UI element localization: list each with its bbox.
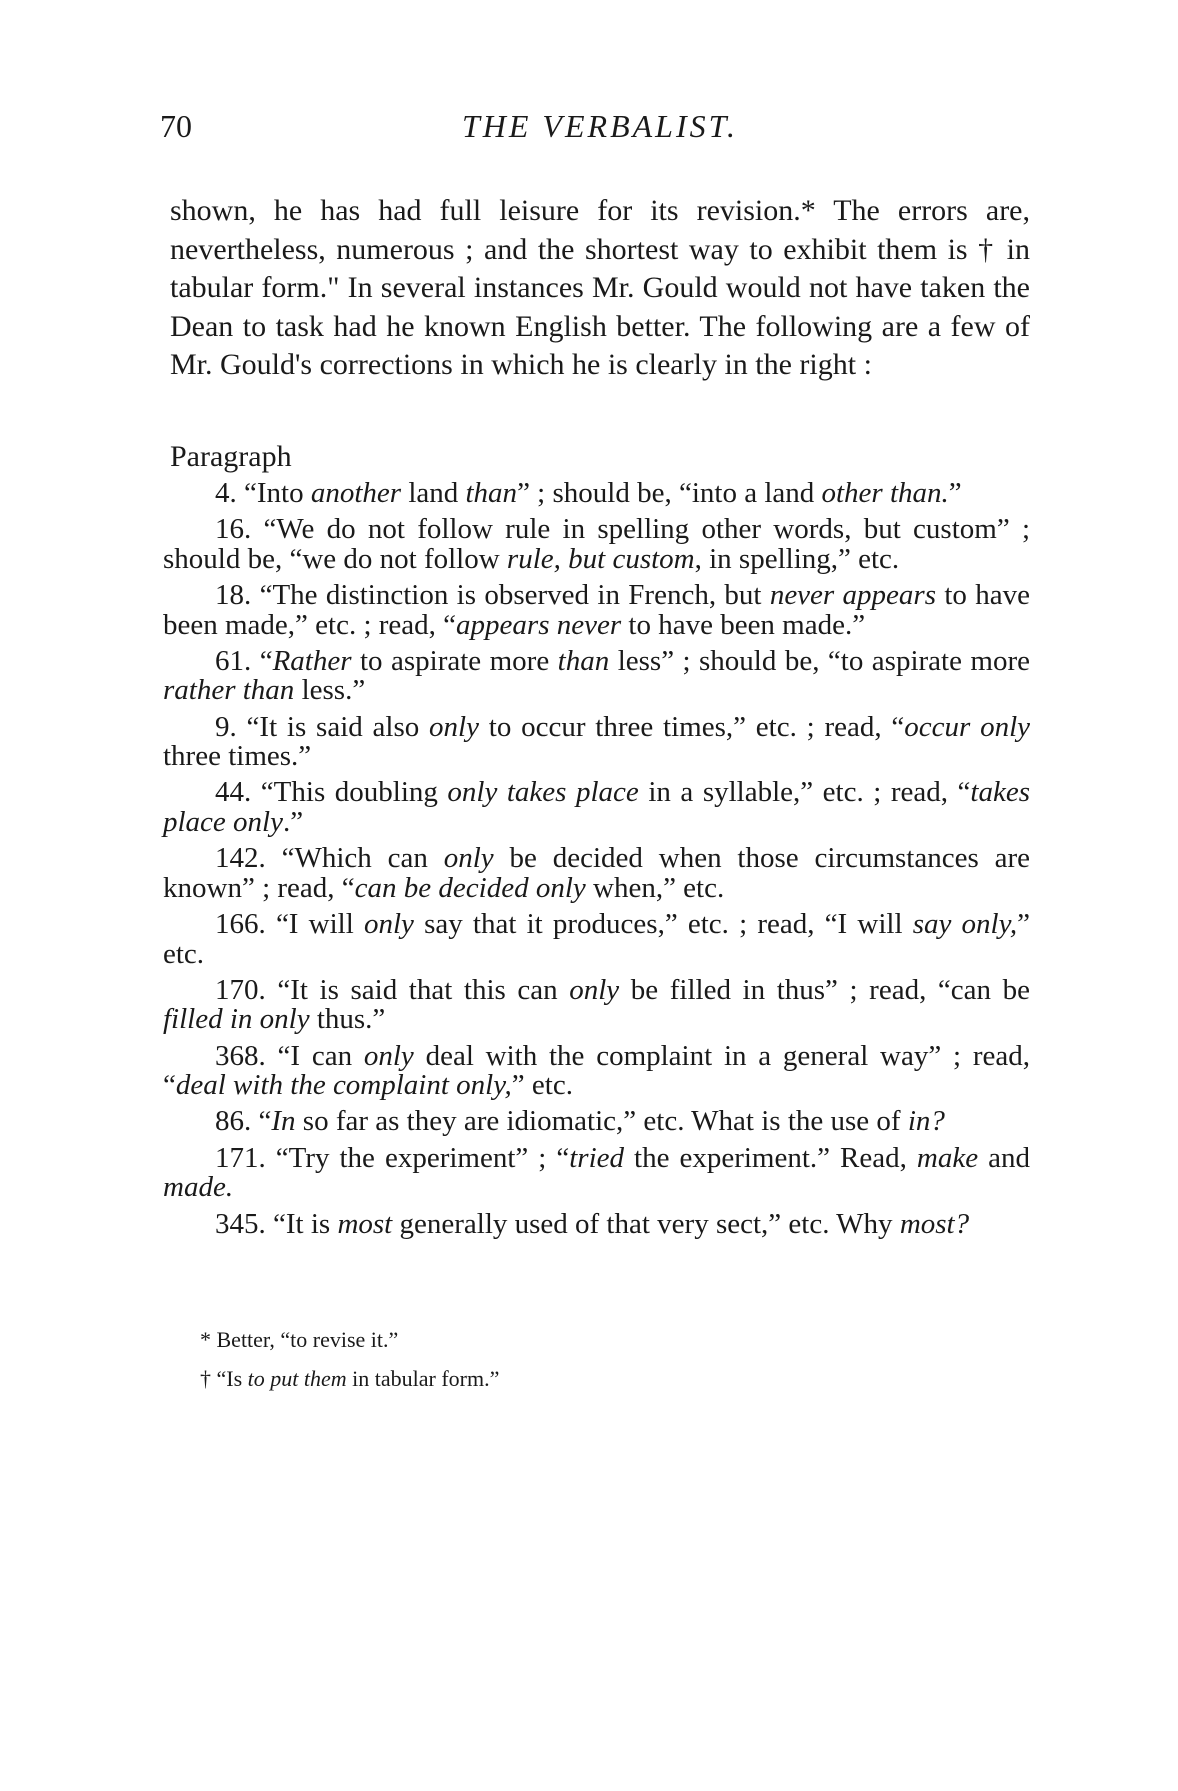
correction-entry <box>163 710 1031 773</box>
italic-phrase: occur only <box>904 710 1031 743</box>
correction-text: “The distinction is observed in French, but never appears to have been made,” etc. ; read, “appears never to have been made.” <box>163 579 1030 641</box>
italic-phrase: than <box>465 477 518 509</box>
footnotes <box>200 1320 1020 1398</box>
correction-text: “It is said that this can only be filled in thus” ; read, “can be filled in only thus.” <box>163 973 1031 1036</box>
correction-entry <box>163 1141 1030 1204</box>
correction-text: “It is said also only to occur three times,” etc. ; read, “occur only three times.” <box>163 710 1031 773</box>
italic-phrase: deal with the complaint only, <box>175 1069 512 1102</box>
correction-text: “I will only say that it produces,” etc. ; read, “I will say only,” etc. <box>163 908 1030 970</box>
italic-phrase: only <box>443 842 494 875</box>
italic-phrase: made. <box>163 1171 234 1204</box>
italic-phrase: most <box>337 1207 393 1240</box>
correction-text: “It is most generally used of that very sect,” etc. Why most? <box>273 1207 970 1240</box>
paragraph-number: 18. <box>215 579 260 612</box>
italic-phrase: can be decided only <box>354 871 586 904</box>
italic-phrase: than <box>557 644 610 677</box>
correction-entry <box>163 644 1030 707</box>
correction-entry <box>163 844 1030 903</box>
page-number: 70 <box>160 108 192 144</box>
paragraph-number: 345. <box>215 1207 273 1240</box>
correction-entry <box>163 515 1030 574</box>
paragraph-number: 166. <box>215 908 276 941</box>
footnote <box>200 1320 1020 1359</box>
correction-text: “In so far as they are idiomatic,” etc. What is the use of in? <box>258 1105 945 1138</box>
paragraph-number: 4. <box>215 477 244 509</box>
italic-phrase: other than. <box>821 477 949 509</box>
paragraph-number: 171. <box>215 1141 276 1174</box>
italic-phrase: most? <box>899 1207 970 1240</box>
paragraph-number: 368. <box>215 1039 278 1072</box>
italic-phrase: rather than <box>163 674 295 707</box>
italic-phrase: Rather <box>272 644 352 677</box>
correction-text: “This doubling only takes place in a syllable,” etc. ; read, “takes place only.” <box>163 776 1030 838</box>
footnote-text: Better, “to revise it.” <box>216 1327 399 1352</box>
italic-phrase: another <box>310 477 402 509</box>
footnote-mark: † <box>200 1366 217 1391</box>
correction-text: “I can only deal with the complaint in a general way” ; read, “deal with the complaint only,” etc. <box>163 1039 1030 1102</box>
correction-entry <box>163 581 1030 640</box>
italic-phrase: only <box>429 710 479 743</box>
correction-text: “Rather to aspirate more than less” ; should be, “to aspirate more rather than less.” <box>163 644 1030 707</box>
correction-entry <box>163 479 1030 509</box>
italic-phrase: filled in only <box>163 1003 310 1036</box>
paragraph-number: 170. <box>215 973 278 1006</box>
correction-text: “We do not follow rule in spelling other words, but custom” ; should be, “we do not follow rule, but custom, in spelling,” etc. <box>163 513 1031 575</box>
italic-phrase: only takes place <box>447 776 639 809</box>
correction-text: “Try the experiment” ; “tried the experiment.” Read, make and made. <box>163 1141 1030 1204</box>
running-title: THE VERBALIST. <box>461 108 739 144</box>
correction-entry <box>163 910 1030 969</box>
footnote-text: “Is to put them in tabular form.” <box>216 1366 500 1391</box>
paragraph-number: 61. <box>215 644 260 677</box>
correction-text: “Which can only be decided when those circumstances are known” ; read, “can be decided only when,” etc. <box>163 842 1031 904</box>
footnote <box>200 1359 1020 1398</box>
paragraph-number: 86. <box>215 1105 259 1138</box>
footnote-mark: * <box>200 1327 217 1352</box>
italic-phrase: only <box>363 908 414 941</box>
paragraph-number: 142. <box>215 842 282 875</box>
corrections-list <box>163 479 1030 1246</box>
correction-entry <box>163 1107 1030 1137</box>
paragraph-number: 16. <box>215 513 264 546</box>
italic-phrase: never appears <box>769 579 936 612</box>
body-paragraph: shown, he has had full leisure for its revision.* The errors are, nevertheless, numerous ; and the shortest way to exhibit them is † in tabular form." In several instances Mr. Gould would not have taken the Dean to task had he known English better. The following are a few of Mr. Gould's corrections in which he is clearly in the right : <box>170 194 1030 381</box>
correction-entry <box>163 1207 1030 1240</box>
paragraph-number: 44. <box>215 776 261 809</box>
correction-entry <box>163 778 1030 837</box>
italic-phrase: say only, <box>912 908 1018 941</box>
correction-entry <box>163 1039 1030 1102</box>
paragraph-label: Paragraph <box>170 440 292 473</box>
italic-phrase: takes place only <box>163 776 1030 838</box>
italic-phrase: only <box>363 1039 414 1072</box>
italic-phrase: appears never <box>456 608 622 641</box>
page-header <box>160 108 1040 148</box>
paragraph-number: 9. <box>215 710 247 743</box>
italic-phrase: make <box>916 1141 979 1174</box>
italic-phrase: tried <box>569 1141 625 1174</box>
italic-phrase: only <box>569 973 620 1006</box>
correction-entry <box>163 973 1031 1036</box>
italic-phrase: rule, but custom <box>506 542 695 575</box>
correction-text: “Into another land than” ; should be, “into a land other than.” <box>244 477 962 509</box>
italic-phrase: in? <box>907 1105 945 1138</box>
italic-phrase: to put them <box>247 1366 347 1391</box>
italic-phrase: In <box>271 1105 296 1138</box>
